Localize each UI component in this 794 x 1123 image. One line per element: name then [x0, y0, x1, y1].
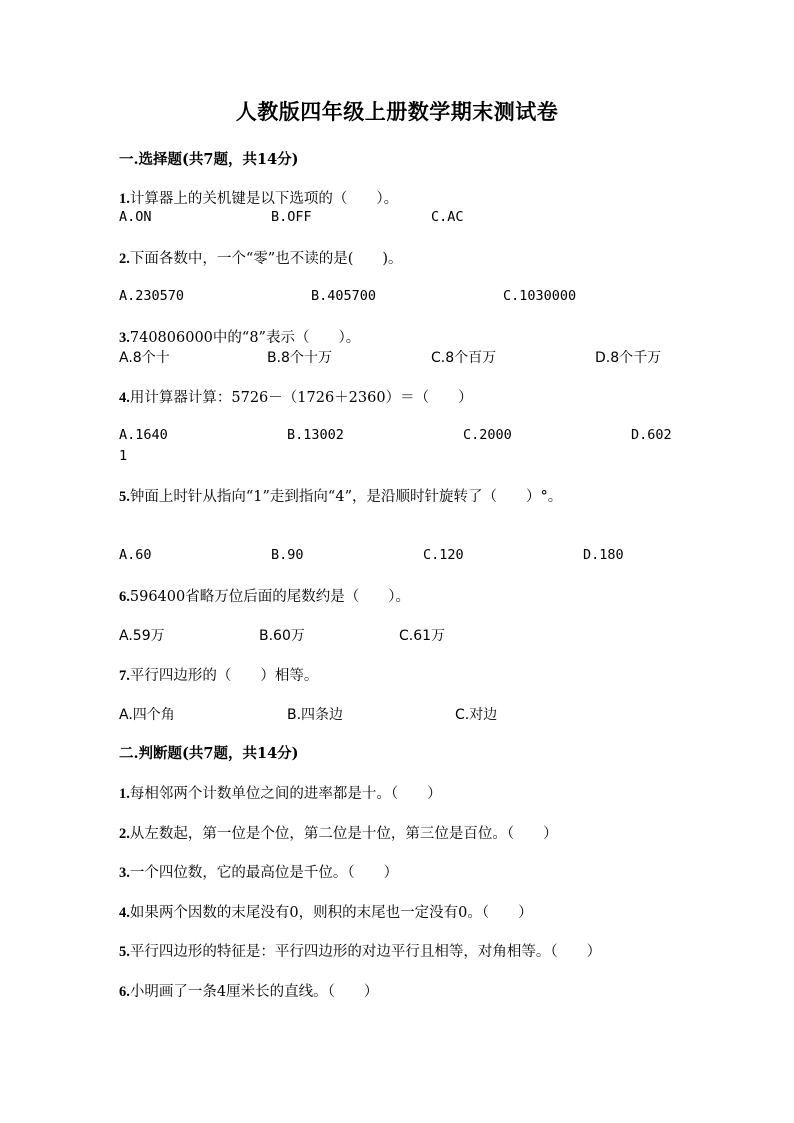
page-title: 人教版四年级上册数学期末测试卷: [235, 99, 559, 124]
question-number: 4.: [119, 390, 130, 406]
option-c: C.对边: [455, 707, 498, 723]
option-a: A.230570: [119, 288, 185, 304]
option-b: B.90: [271, 547, 304, 563]
question-number: 3.: [119, 330, 130, 346]
judgement-2: [119, 822, 558, 843]
question-number: 6.: [119, 589, 130, 605]
option-c: C.2000: [463, 427, 512, 443]
option-b: B.OFF: [271, 209, 312, 225]
question-number: 6.: [119, 984, 130, 1000]
option-c: C.AC: [431, 209, 464, 225]
question-text: 计算器上的关机键是以下选项的（ ）。: [129, 191, 399, 207]
question-number: 2.: [119, 826, 130, 842]
question-text: 钟面上时针从指向“1”走到指向“4”，是沿顺时针旋转了（ ）°。: [129, 489, 563, 505]
question-text: 下面各数中，一个“零”也不读的是( )。: [129, 251, 403, 267]
question-7: [119, 664, 318, 685]
question-text: 596400省略万位后面的尾数约是（ ）。: [129, 589, 410, 605]
question-number: 2.: [119, 251, 130, 267]
question-2: [119, 247, 403, 268]
question-number: 3.: [119, 865, 130, 881]
question-text: 一个四位数，它的最高位是千位。（ ）: [129, 865, 399, 881]
option-d: D.180: [583, 547, 624, 563]
section-heading-judgement: 二.判断题(共7题，共14分): [119, 745, 299, 762]
question-text: 如果两个因数的末尾没有0，则积的末尾也一定没有0。（ ）: [129, 905, 533, 921]
question-text: 小明画了一条4厘米长的直线。（ ）: [129, 984, 379, 1000]
option-c: C.8个百万: [431, 350, 497, 366]
option-a: A.60: [119, 547, 152, 563]
option-b: B.60万: [259, 628, 305, 644]
section-heading-choice: 一.选择题(共7题，共14分): [119, 151, 299, 168]
question-number: 4.: [119, 905, 130, 921]
judgement-1: [119, 782, 442, 803]
question-4: [119, 386, 473, 407]
option-d: D.8个千万: [595, 350, 662, 366]
judgement-3: [119, 861, 398, 882]
question-text: 平行四边形的（ ）相等。: [129, 668, 319, 684]
judgement-6: [119, 980, 378, 1001]
question-text: 740806000中的“8”表示（ ）。: [129, 330, 361, 346]
question-number: 1.: [119, 191, 130, 207]
option-a: A.59万: [119, 628, 165, 644]
judgement-4: [119, 901, 533, 922]
option-b: B.405700: [311, 288, 377, 304]
option-a: A.ON: [119, 209, 152, 225]
question-number: 5.: [119, 489, 130, 505]
question-5: [119, 485, 562, 506]
option-b: B.8个十万: [267, 350, 332, 366]
judgement-5: [119, 940, 601, 961]
option-wrap-text: 1: [119, 448, 128, 464]
question-text: 从左数起，第一位是个位，第二位是十位，第三位是百位。（ ）: [129, 826, 558, 842]
question-number: 5.: [119, 944, 130, 960]
question-6: [119, 585, 410, 606]
question-1: [119, 187, 398, 208]
question-text: 每相邻两个计数单位之间的进率都是十。（ ）: [129, 786, 442, 802]
option-c: C.61万: [399, 628, 446, 644]
option-b: B.13002: [287, 427, 344, 443]
question-text: 平行四边形的特征是：平行四边形的对边平行且相等，对角相等。（ ）: [129, 944, 602, 960]
option-a: A.8个十: [119, 350, 170, 366]
question-number: 7.: [119, 668, 130, 684]
question-number: 1.: [119, 786, 130, 802]
option-c: C.1030000: [503, 288, 577, 304]
question-text: 用计算器计算：5726－（1726＋2360）＝（ ）: [129, 390, 473, 406]
question-3: [119, 326, 360, 347]
option-b: B.四条边: [287, 707, 344, 723]
option-c: C.120: [423, 547, 464, 563]
option-d: D.602: [631, 427, 672, 443]
option-a: A.1640: [119, 427, 168, 443]
option-a: A.四个角: [119, 707, 175, 723]
